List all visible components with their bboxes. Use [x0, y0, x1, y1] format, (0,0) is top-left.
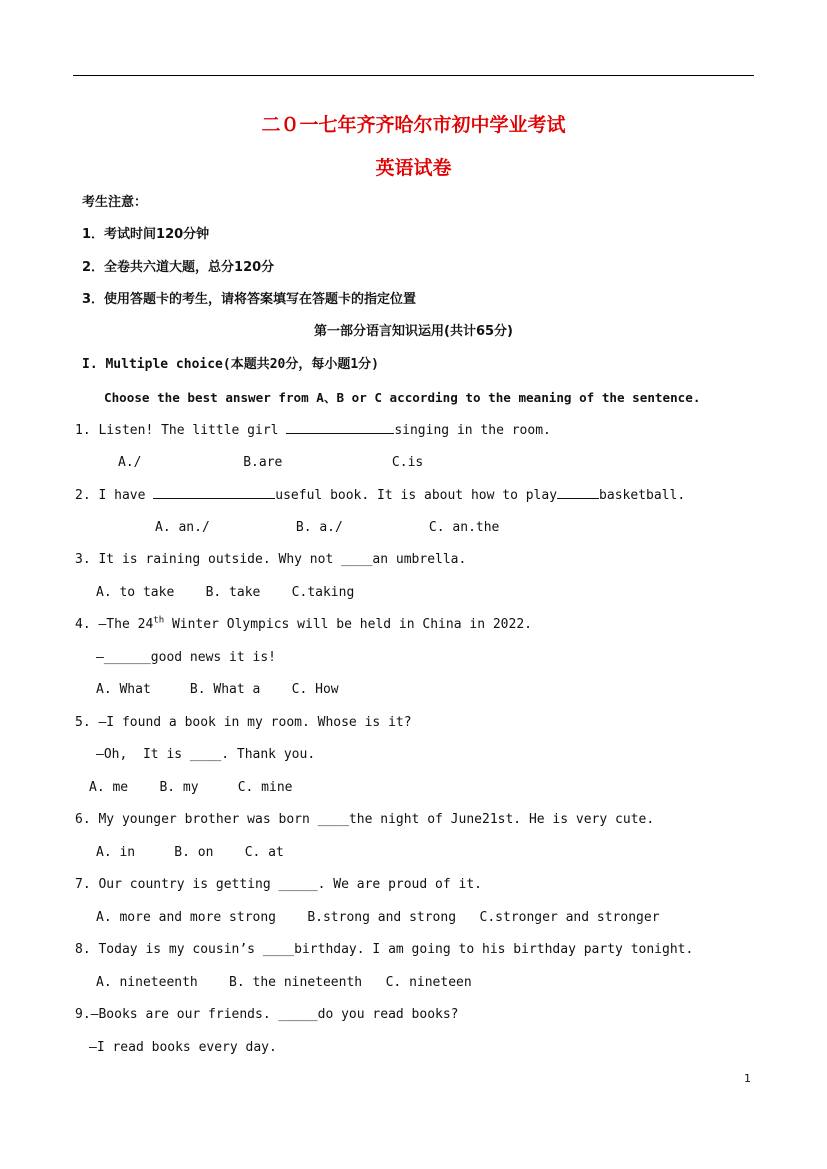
- section-heading: I. Multiple choice(本题共20分，每小题1分): [82, 357, 380, 372]
- question-2-middle: useful book. It is about how to play: [275, 488, 558, 503]
- ordinal-suffix: th: [153, 615, 165, 626]
- question-9: 9.—Books are our friends. _____do you read books?: [75, 1007, 459, 1022]
- question-6: 6. My younger brother was born ____the night of June21st. He is very cute.: [75, 812, 655, 827]
- notice-item-1: 1．考试时间120分钟: [82, 227, 210, 242]
- question-9-reply: —I read books every day.: [89, 1040, 277, 1055]
- question-7-options: A. more and more strong B.strong and strong C.stronger and stronger: [96, 910, 660, 925]
- notice-item-2: 2．全卷共六道大题，总分120分: [82, 260, 275, 275]
- page-number: 1: [744, 1072, 751, 1085]
- question-1-options: A./ B.are C.is: [118, 455, 424, 470]
- answer-blank: [153, 486, 275, 499]
- exam-subtitle: 英语试卷: [375, 157, 452, 179]
- question-4-stem: 4. —The 24: [75, 617, 154, 632]
- question-5: 5. —I found a book in my room. Whose is it?: [75, 715, 412, 730]
- question-4: [75, 616, 532, 634]
- question-8-options: A. nineteenth B. the nineteenth C. nineteen: [96, 975, 472, 990]
- answer-blank: [557, 486, 599, 499]
- question-5-options: A. me B. my C. mine: [89, 780, 293, 795]
- question-2-tail: basketball.: [599, 488, 686, 503]
- question-4-tail: Winter Olympics will be held in China in 2022.: [164, 617, 532, 632]
- section-instruction: Choose the best answer from A、B or C according to the meaning of the sentence.: [104, 390, 701, 405]
- notice-item-3: 3．使用答题卡的考生，请将答案填写在答题卡的指定位置: [82, 292, 417, 307]
- question-3-options: A. to take B. take C.taking: [96, 585, 355, 600]
- question-2: [75, 486, 685, 505]
- question-4-reply: —______good news it is!: [96, 650, 277, 665]
- question-1: [75, 421, 551, 440]
- question-5-reply: —Oh, It is ____. Thank you.: [96, 747, 316, 762]
- exam-title: 二０一七年齐齐哈尔市初中学业考试: [261, 114, 566, 136]
- question-1-stem: 1. Listen! The little girl: [75, 423, 287, 438]
- header-rule: [73, 75, 754, 76]
- question-1-tail: singing in the room.: [394, 423, 551, 438]
- notice-heading: 考生注意：: [82, 195, 148, 210]
- question-6-options: A. in B. on C. at: [96, 845, 284, 860]
- question-2-stem: 2. I have: [75, 488, 154, 503]
- question-3: 3. It is raining outside. Why not ____an umbrella.: [75, 552, 467, 567]
- question-4-options: A. What B. What a C. How: [96, 682, 339, 697]
- question-2-options: A. an./ B. a./ C. an.the: [155, 520, 500, 535]
- part-heading: 第一部分语言知识运用(共计65分): [314, 324, 513, 339]
- question-7: 7. Our country is getting _____. We are proud of it.: [75, 877, 482, 892]
- question-8: 8. Today is my cousin’s ____birthday. I am going to his birthday party tonight.: [75, 942, 694, 957]
- answer-blank: [286, 421, 394, 434]
